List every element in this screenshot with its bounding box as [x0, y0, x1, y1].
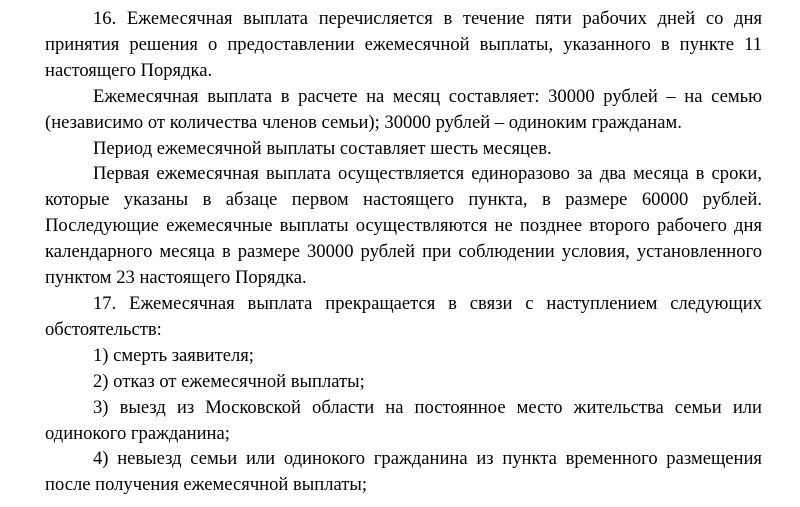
paragraph-first-payment: Первая ежемесячная выплата осуществляется единоразово за два месяца в сроки, которые указаны в абзаце первом настоящего пункта, в размере 60000 рублей. Последующие ежемесячные выплаты осуществляются не позднее второго рабочего дня календарного месяца в размере 30000 рублей при соблюдении условия, установленного пунктом 23 настоящего Порядка. [45, 163, 762, 289]
paragraph-payment-period: Период ежемесячной выплаты составляет шесть месяцев. [93, 137, 552, 159]
list-item-applicant-death: 1) смерть заявителя; [93, 344, 254, 366]
paragraph-16-transfer-timing: 16. Ежемесячная выплата перечисляется в течение пяти рабочих дней со дня принятия решения о предоставлении ежемесячной выплаты, указанного в пункте 11 настоящего Порядка. [45, 8, 762, 81]
paragraph-monthly-amount: Ежемесячная выплата в расчете на месяц составляет: 30000 рублей – на семью (независимо от количества членов семьи); 30000 рублей – одиноким гражданам. [45, 85, 762, 133]
paragraph-17-termination: 17. Ежемесячная выплата прекращается в связи с наступлением следующих обстоятельств: [45, 292, 762, 340]
list-item-departure: 3) выезд из Московской области на постоянное место жительства семьи или одинокого гражданина; [45, 396, 762, 444]
list-item-non-departure: 4) невыезд семьи или одинокого гражданина из пункта временного размещения после получения ежемесячной выплаты; [45, 448, 762, 496]
document-page [45, 6, 762, 498]
list-item-refusal: 2) отказ от ежемесячной выплаты; [93, 370, 365, 392]
